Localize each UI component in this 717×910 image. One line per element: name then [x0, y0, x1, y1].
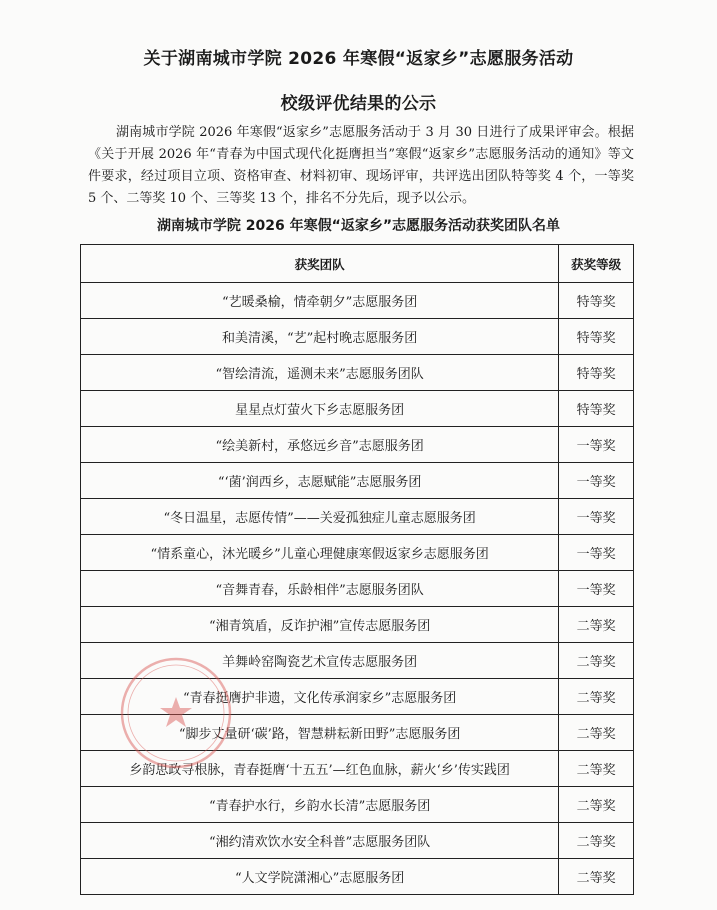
table-row — [81, 499, 634, 535]
award-level-cell: 一等奖 — [559, 463, 634, 499]
award-level-cell: 二等奖 — [559, 607, 634, 643]
document-title-line1: 关于湖南城市学院 2026 年寒假“返家乡”志愿服务活动 — [143, 49, 574, 69]
team-name-cell: “冬日温星，志愿传情”——关爱孤独症儿童志愿服务团 — [81, 499, 559, 535]
team-name-cell: 和美清溪，“艺”起村晚志愿服务团 — [81, 319, 559, 355]
table-row — [81, 571, 634, 607]
team-name-cell: “湘约清欢饮水安全科普”志愿服务团队 — [81, 823, 559, 859]
team-name-cell: “智绘清流，遥测未来”志愿服务团队 — [81, 355, 559, 391]
award-level-cell: 特等奖 — [559, 355, 634, 391]
team-name-cell: “‘菌’润西乡，志愿赋能”志愿服务团 — [81, 463, 559, 499]
table-row — [81, 823, 634, 859]
team-name-cell: “脚步丈量研‘碳’路，智慧耕耘新田野”志愿服务团 — [81, 715, 559, 751]
table-row — [81, 283, 634, 319]
table-title: 湖南城市学院 2026 年寒假“返家乡”志愿服务活动获奖团队名单 — [156, 218, 561, 234]
header-level: 获奖等级 — [559, 245, 634, 283]
award-level-cell: 二等奖 — [559, 751, 634, 787]
header-team: 获奖团队 — [81, 245, 559, 283]
table-row — [81, 355, 634, 391]
team-name-cell: 星星点灯萤火下乡志愿服务团 — [81, 391, 559, 427]
award-level-cell: 二等奖 — [559, 643, 634, 679]
table-row — [81, 463, 634, 499]
team-name-cell: “艺暖桑榆，情牵朝夕”志愿服务团 — [81, 283, 559, 319]
award-level-cell: 特等奖 — [559, 319, 634, 355]
team-name-cell: “青春护水行，乡韵水长清”志愿服务团 — [81, 787, 559, 823]
table-row — [81, 427, 634, 463]
team-name-cell: “绘美新村，承悠远乡音”志愿服务团 — [81, 427, 559, 463]
table-row — [81, 319, 634, 355]
team-name-cell: “青春挺膺护非遗，文化传承润家乡”志愿服务团 — [81, 679, 559, 715]
table-row — [81, 859, 634, 895]
award-level-cell: 特等奖 — [559, 391, 634, 427]
table-row — [81, 751, 634, 787]
award-level-cell: 二等奖 — [559, 823, 634, 859]
award-level-cell: 一等奖 — [559, 535, 634, 571]
award-level-cell: 一等奖 — [559, 571, 634, 607]
table-header-row — [81, 245, 634, 283]
award-level-cell: 二等奖 — [559, 787, 634, 823]
team-name-cell: 羊舞岭窑陶瓷艺术宣传志愿服务团 — [81, 643, 559, 679]
award-level-cell: 二等奖 — [559, 715, 634, 751]
table-row — [81, 643, 634, 679]
intro-text: 湖南城市学院 2026 年寒假“返家乡”志愿服务活动于 3 月 30 日进行了成果评审会。根据《关于开展 2026 年“青春为中国式现代化挺膺担当”寒假“返家乡”志愿服务活动的通知》等文件要求，经过项目立项、资格审查、材料初审、现场评审，共评选出团队特等奖 4 个，一等奖 5 个、二等奖 10 个、三等奖 13 个，排名不分先后，现予以公示。 — [88, 125, 634, 206]
team-name-cell: “音舞青春，乐龄相伴”志愿服务团队 — [81, 571, 559, 607]
intro-paragraph — [88, 122, 634, 210]
document-title-line2: 校级评优结果的公示 — [280, 94, 437, 114]
team-name-cell: “湘青筑盾，反诈护湘”宣传志愿服务团 — [81, 607, 559, 643]
table-row — [81, 715, 634, 751]
award-level-cell: 二等奖 — [559, 679, 634, 715]
award-level-cell: 特等奖 — [559, 283, 634, 319]
team-name-cell: “情系童心，沐光暖乡”儿童心理健康寒假返家乡志愿服务团 — [81, 535, 559, 571]
table-row — [81, 535, 634, 571]
table-row — [81, 787, 634, 823]
team-name-cell: “人文学院潇湘心”志愿服务团 — [81, 859, 559, 895]
table-row — [81, 607, 634, 643]
award-level-cell: 一等奖 — [559, 499, 634, 535]
table-row — [81, 679, 634, 715]
award-level-cell: 二等奖 — [559, 859, 634, 895]
award-level-cell: 一等奖 — [559, 427, 634, 463]
awards-table — [80, 244, 634, 895]
table-row — [81, 391, 634, 427]
team-name-cell: 乡韵思政寻根脉，青春挺膺‘十五五’—红色血脉，薪火‘乡’传实践团 — [81, 751, 559, 787]
